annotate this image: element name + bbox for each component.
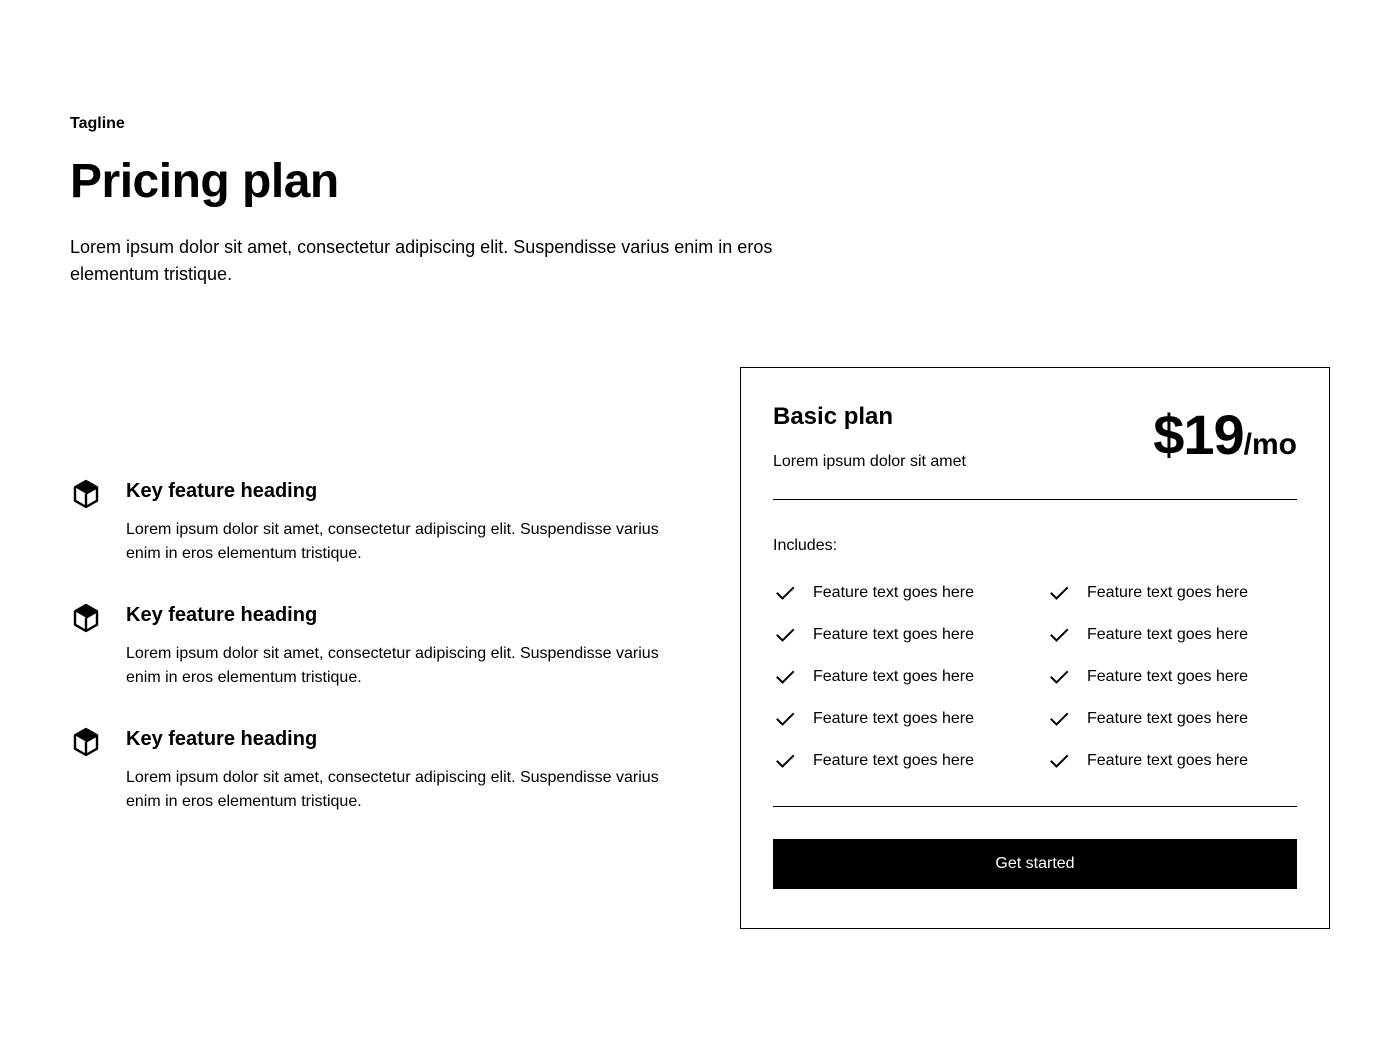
plan-feature-item <box>773 656 1047 698</box>
cube-icon <box>70 602 102 634</box>
check-icon <box>773 623 797 647</box>
plan-feature-text: Feature text goes here <box>813 710 974 727</box>
pricing-card <box>740 367 1330 929</box>
feature-item <box>70 476 660 600</box>
cube-icon <box>70 478 102 510</box>
check-icon <box>1047 749 1071 773</box>
get-started-button[interactable]: Get started <box>773 839 1297 889</box>
plan-description: Lorem ipsum dolor sit amet <box>773 453 966 470</box>
includes-label: Includes: <box>773 537 838 554</box>
plan-feature-item <box>773 572 1047 614</box>
feature-text: Lorem ipsum dolor sit amet, consectetur adipiscing elit. Suspendisse varius enim in eros elementum tristique. <box>126 645 659 686</box>
plan-feature-text: Feature text goes here <box>1087 668 1248 685</box>
feature-body <box>126 724 660 814</box>
feature-item <box>70 724 660 848</box>
check-icon <box>1047 623 1071 647</box>
plan-price <box>1153 400 1297 485</box>
plan-name: Basic plan <box>773 403 894 430</box>
plan-feature-text: Feature text goes here <box>813 668 974 685</box>
feature-heading: Key feature heading <box>126 480 318 502</box>
plan-header <box>773 400 1297 500</box>
feature-text: Lorem ipsum dolor sit amet, consectetur adipiscing elit. Suspendisse varius enim in eros elementum tristique. <box>126 521 659 562</box>
card-divider <box>773 806 1297 807</box>
plan-feature-item <box>1047 572 1297 614</box>
check-icon <box>1047 707 1071 731</box>
feature-heading: Key feature heading <box>126 728 318 750</box>
plan-feature-list <box>773 572 1297 782</box>
tagline: Tagline <box>70 115 125 132</box>
plan-feature-text: Feature text goes here <box>813 752 974 769</box>
plan-feature-item <box>773 740 1047 782</box>
cube-icon <box>70 726 102 758</box>
feature-list <box>70 476 660 848</box>
check-icon <box>1047 581 1071 605</box>
feature-body <box>126 600 660 690</box>
plan-feature-text: Feature text goes here <box>1087 752 1248 769</box>
plan-feature-text: Feature text goes here <box>1087 710 1248 727</box>
price-amount: $19 <box>1153 403 1244 466</box>
check-icon <box>773 707 797 731</box>
price-period: /mo <box>1243 428 1297 461</box>
section-header <box>70 114 810 288</box>
feature-heading: Key feature heading <box>126 604 318 626</box>
feature-body <box>126 476 660 566</box>
plan-feature-item <box>773 614 1047 656</box>
plan-feature-item <box>1047 698 1297 740</box>
plan-feature-text: Feature text goes here <box>813 626 974 643</box>
plan-feature-item <box>773 698 1047 740</box>
check-icon <box>773 581 797 605</box>
feature-item <box>70 600 660 724</box>
section-description: Lorem ipsum dolor sit amet, consectetur adipiscing elit. Suspendisse varius enim in eros elementum tristique. <box>70 237 773 284</box>
check-icon <box>1047 665 1071 689</box>
plan-feature-text: Feature text goes here <box>813 584 974 601</box>
plan-feature-text: Feature text goes here <box>1087 584 1248 601</box>
check-icon <box>773 749 797 773</box>
feature-text: Lorem ipsum dolor sit amet, consectetur adipiscing elit. Suspendisse varius enim in eros elementum tristique. <box>126 769 659 810</box>
plan-feature-item <box>1047 614 1297 656</box>
plan-feature-text: Feature text goes here <box>1087 626 1248 643</box>
plan-feature-item <box>1047 740 1297 782</box>
check-icon <box>773 665 797 689</box>
plan-feature-item <box>1047 656 1297 698</box>
page-title: Pricing plan <box>70 155 339 208</box>
